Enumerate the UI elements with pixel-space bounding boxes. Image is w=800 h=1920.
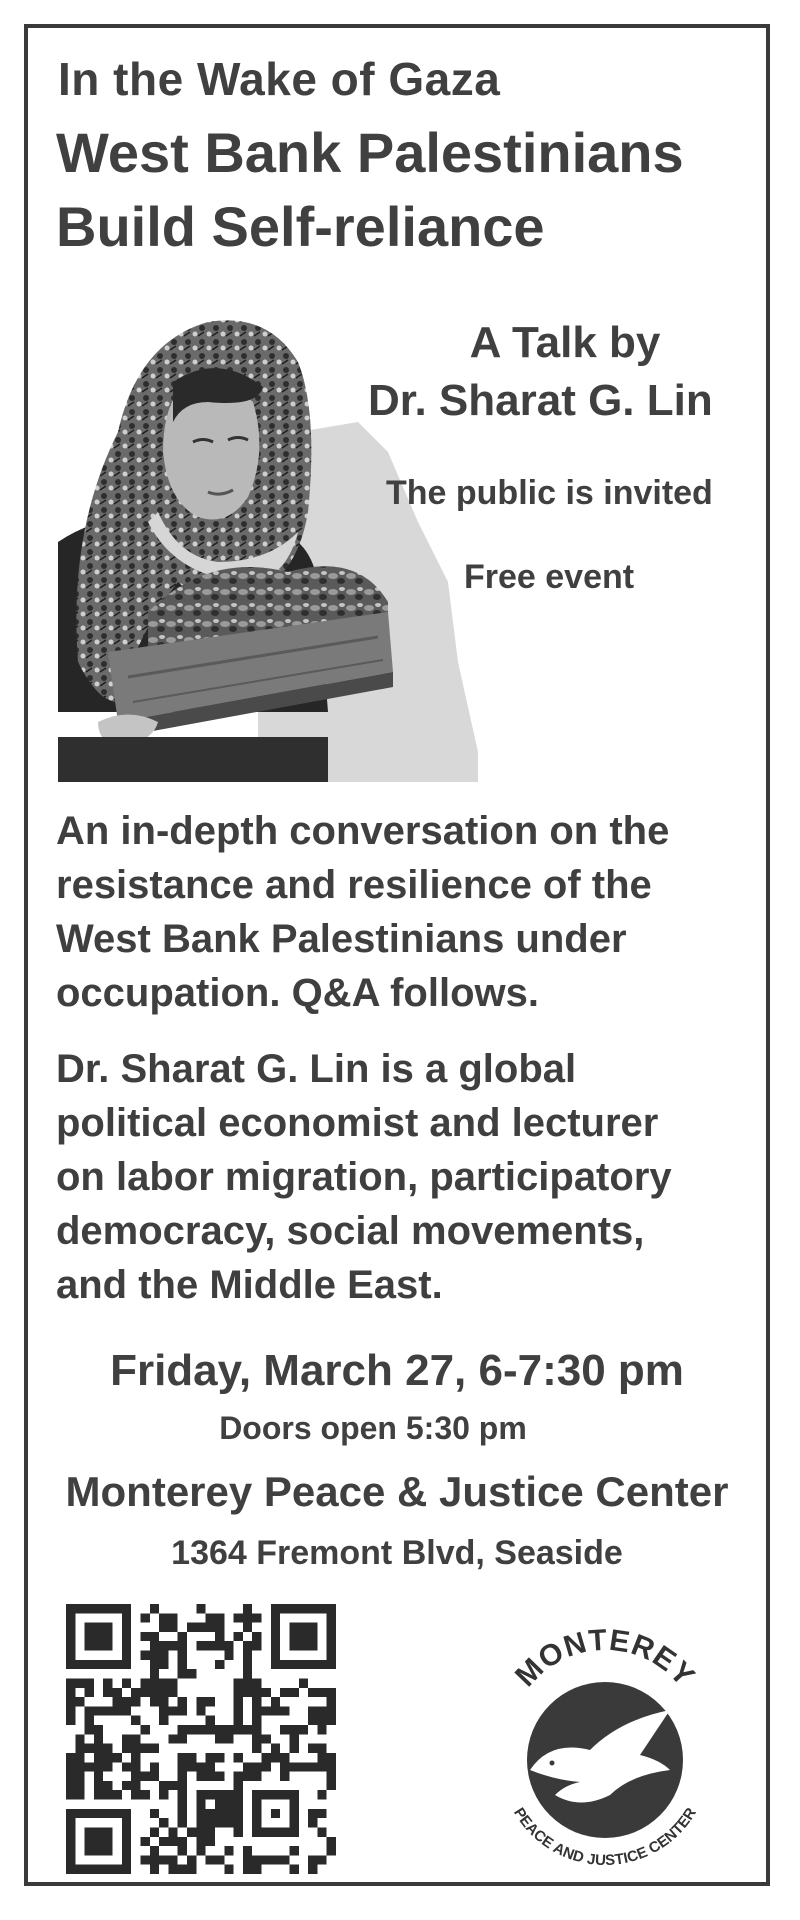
public-invited-note: The public is invited bbox=[386, 474, 713, 512]
event-datetime: Friday, March 27, 6-7:30 pm bbox=[110, 1346, 684, 1395]
logo-top-text: MONTEREY bbox=[509, 1623, 702, 1694]
woman-holding-seedlings-photo bbox=[58, 282, 478, 782]
venue-address: 1364 Fremont Blvd, Seaside bbox=[171, 1534, 623, 1572]
description-line: An in-depth conversation on the bbox=[56, 809, 670, 853]
bio-line: on labor migration, participatory bbox=[56, 1155, 672, 1199]
doors-open-time: Doors open 5:30 pm bbox=[219, 1410, 527, 1446]
event-description bbox=[56, 804, 756, 1020]
talk-by-label: A Talk by bbox=[469, 318, 661, 367]
bio-line: political economist and lecturer bbox=[56, 1101, 659, 1145]
venue-name: Monterey Peace & Justice Center bbox=[65, 1468, 729, 1515]
title-line-2: Build Self-reliance bbox=[56, 195, 545, 258]
title-line-1: West Bank Palestinians bbox=[56, 121, 684, 184]
bio-line: and the Middle East. bbox=[56, 1263, 443, 1307]
bio-line: Dr. Sharat G. Lin is a global bbox=[56, 1047, 577, 1091]
logo-bottom-text: PEACE AND JUSTICE CENTER bbox=[510, 1804, 700, 1870]
kicker-heading: In the Wake of Gaza bbox=[58, 53, 501, 105]
free-event-note: Free event bbox=[464, 558, 635, 596]
speaker-name: Dr. Sharat G. Lin bbox=[368, 376, 713, 425]
description-line: resistance and resilience of the bbox=[56, 863, 652, 907]
monterey-peace-justice-logo bbox=[470, 1610, 740, 1880]
speaker-bio bbox=[56, 1042, 756, 1312]
description-line: occupation. Q&A follows. bbox=[56, 971, 539, 1015]
bio-line: democracy, social movements, bbox=[56, 1209, 645, 1253]
description-line: West Bank Palestinians under bbox=[56, 917, 627, 961]
qr-code-icon[interactable] bbox=[66, 1604, 336, 1874]
